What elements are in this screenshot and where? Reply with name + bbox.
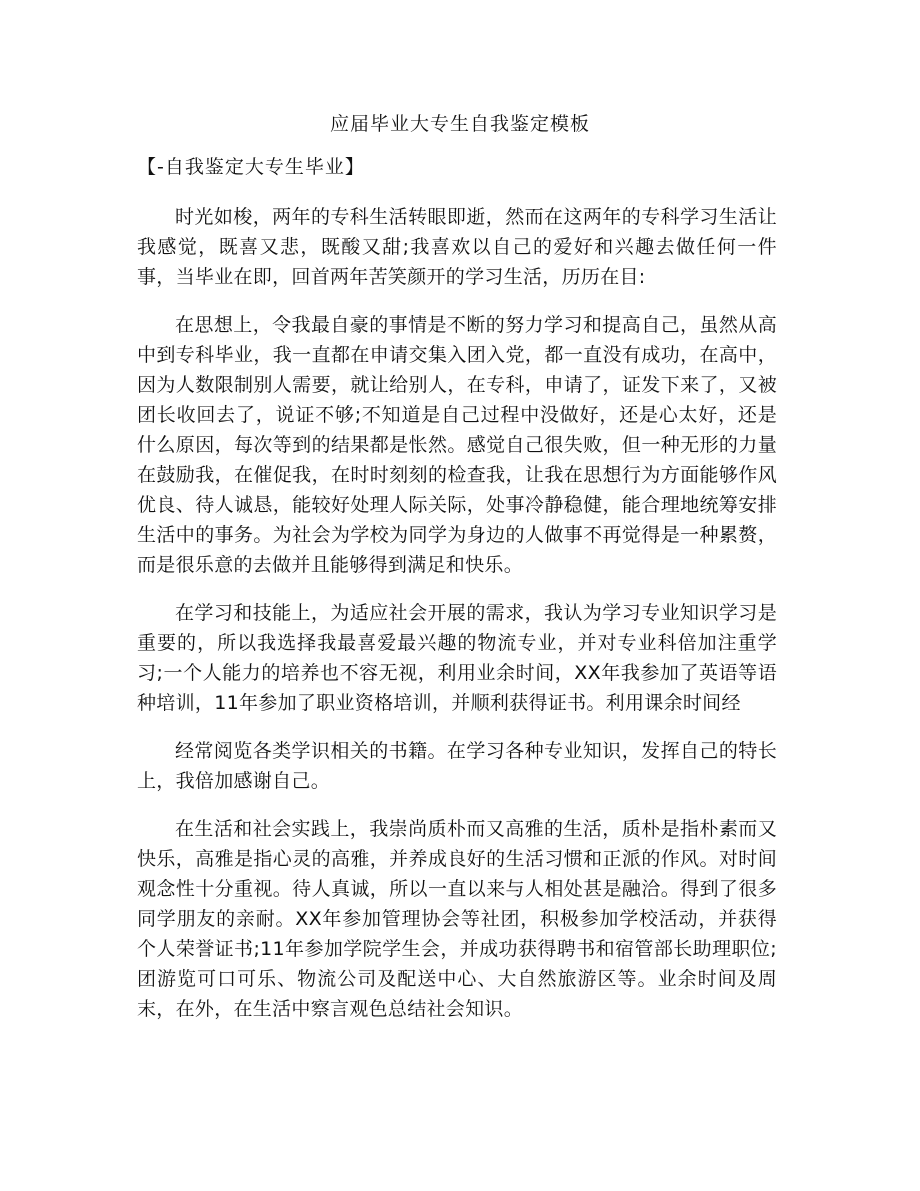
paragraph-ideology: 在思想上，令我最自豪的事情是不断的努力学习和提高自己，虽然从高中到专科毕业，我一直都在申请交集入团入党，都一直没有成功，在高中，因为人数限制别人需要，就让给别人，在专科，申请了，证发下来了，又被团长收回去了，说证不够;不知道是自己过程中没做好，还是心太好，还是什么原因，每次等到的结果都是怅然。感觉自己很失败，但一种无形的力量在鼓励我，在催促我，在时时刻刻的检查我，让我在思想行为方面能够作风优良、待人诚恳，能较好处理人际关际，处事冷静稳健，能合理地统筹安排生活中的事务。为社会为学校为同学为身边的人做事不再觉得是一种累赘，而是很乐意的去做并且能够得到满足和快乐。: [137, 314, 777, 576]
document-subtitle: 【-自我鉴定大专生毕业】: [137, 156, 365, 178]
paragraph-study-skills: 在学习和技能上，为适应社会开展的需求，我认为学习专业知识学习是重要的，所以我选择我最喜爱最兴趣的物流专业，并对专业科倍加注重学习;一个人能力的培养也不容无视，利用业余时间，XX年我参加了英语等语种培训，11年参加了职业资格培训，并顺利获得证书。利用课余时间经: [137, 602, 777, 714]
document-title: 应届毕业大专生自我鉴定模板: [329, 113, 590, 135]
paragraph-life-practice: 在生活和社会实践上，我崇尚质朴而又高雅的生活，质朴是指朴素而又快乐，高雅是指心灵的高雅，并养成良好的生活习惯和正派的作风。对时间观念性十分重视。待人真诚，所以一直以来与人相处甚是融洽。得到了很多同学朋友的亲耐。XX年参加管理协会等社团，积极参加学校活动，并获得个人荣誉证书;11年参加学院学生会，并成功获得聘书和宿管部长助理职位;团游览可口可乐、物流公司及配送中心、大自然旅游区等。业余时间及周末，在外，在生活中察言观色总结社会知识。: [137, 818, 777, 1020]
paragraph-reading: 经常阅览各类学识相关的书籍。在学习各种专业知识，发挥自己的特长上，我倍加感谢自己。: [137, 740, 777, 792]
paragraph-intro: 时光如梭，两年的专科生活转眼即逝，然而在这两年的专科学习生活让我感觉，既喜又悲，既酸又甜;我喜欢以自己的爱好和兴趣去做任何一件事，当毕业在即，回首两年苦笑颜开的学习生活，历历在目:: [137, 206, 777, 288]
